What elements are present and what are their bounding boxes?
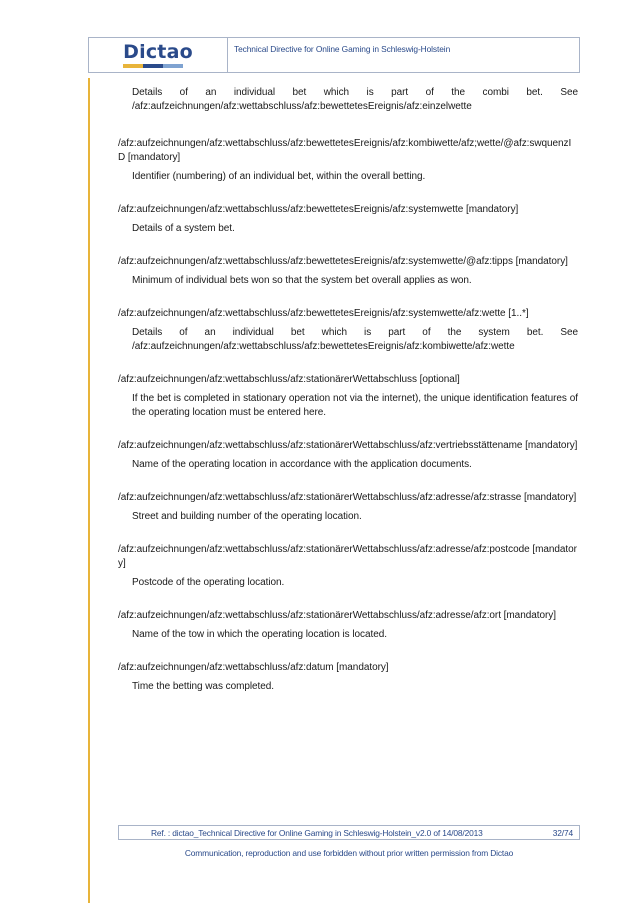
logo-bar-segment (163, 64, 183, 68)
xpath-label: /afz:aufzeichnungen/afz:wettabschluss/afz:stationärerWettabschluss [optional] (118, 374, 460, 385)
logo-bar-segment (143, 64, 163, 68)
margin-rule (88, 78, 90, 903)
logo-bar-segment (123, 64, 143, 68)
logo-text: Dictao (123, 40, 193, 63)
xpath-label: /afz:aufzeichnungen/afz:wettabschluss/afz:stationärerWettabschluss/afz:adresse/afz:postcode [mandatory] (118, 544, 577, 569)
document-body (118, 86, 578, 713)
xpath-label: /afz:aufzeichnungen/afz:wettabschluss/afz:bewettetesEreignis/afz:systemwette/@afz:tipps [mandatory] (118, 256, 568, 267)
definition-entry (118, 255, 578, 288)
definition-entry (118, 491, 578, 524)
entry-description: Street and building number of the operating location. (132, 511, 362, 522)
footer-copyright-note: Communication, reproduction and use forbidden without prior written permission from Dictao (184, 848, 514, 858)
entry-description: Postcode of the operating location. (132, 577, 285, 588)
xpath-label: /afz:aufzeichnungen/afz:wettabschluss/afz:bewettetesEreignis/afz:kombiwette/afz;wette/@afz:swquenzID [mandatory] (118, 138, 572, 163)
xpath-label: /afz:aufzeichnungen/afz:wettabschluss/afz:stationärerWettabschluss/afz:adresse/afz:ort [mandatory] (118, 610, 556, 621)
header-title: Technical Directive for Online Gaming in Schleswig-Holstein (234, 44, 451, 54)
definition-entry (118, 373, 578, 420)
entry-list (118, 137, 578, 694)
xpath-label: /afz:aufzeichnungen/afz:wettabschluss/afz:stationärerWettabschluss/afz:vertriebsstättename [mandatory] (118, 440, 578, 451)
logo-color-bar (123, 64, 183, 68)
footer-reference: Ref. : dictao_Technical Directive for Online Gaming in Schleswig-Holstein_v2.0 of 14/08/2013 (151, 827, 483, 838)
xpath-label: /afz:aufzeichnungen/afz:wettabschluss/afz:bewettetesEreignis/afz:systemwette/afz:wette [1..*] (118, 308, 529, 319)
definition-entry (118, 203, 578, 236)
logo-cell (89, 38, 228, 72)
entry-description: Minimum of individual bets won so that the system bet overall applies as won. (132, 275, 472, 286)
definition-entry (118, 307, 578, 354)
intro-entry (118, 86, 578, 114)
entry-description: Time the betting was completed. (132, 681, 275, 692)
definition-entry (118, 137, 578, 184)
entry-description: Details of an individual bet which is part of the system bet. See /afz:aufzeichnungen/afz:wettabschluss/afz:bewettetesEreignis/afz:kombiwette/afz:wette (132, 327, 578, 352)
entry-description: Name of the operating location in accordance with the application documents. (132, 459, 472, 470)
definition-entry (118, 661, 578, 694)
entry-description: If the bet is completed in stationary operation not via the internet), the unique identification features of the operating location must be entered here. (132, 393, 578, 418)
xpath-label: /afz:aufzeichnungen/afz:wettabschluss/afz:datum [mandatory] (118, 662, 389, 673)
entry-description: Details of a system bet. (132, 223, 235, 234)
page-header (88, 37, 580, 73)
entry-description: Name of the tow in which the operating location is located. (132, 629, 387, 640)
page-number: 32/74 (552, 827, 573, 838)
definition-entry (118, 543, 578, 590)
xpath-label: /afz:aufzeichnungen/afz:wettabschluss/afz:bewettetesEreignis/afz:systemwette [mandatory] (118, 204, 519, 215)
definition-entry (118, 439, 578, 472)
footer-reference-box (118, 825, 580, 840)
entry-description: Identifier (numbering) of an individual bet, within the overall betting. (132, 171, 426, 182)
entry-description: Details of an individual bet which is part of the combi bet. See /afz:aufzeichnungen/afz:wettabschluss/afz:bewettetesEreignis/afz:einzelwette (132, 87, 578, 112)
dictao-logo (123, 40, 193, 68)
xpath-label: /afz:aufzeichnungen/afz:wettabschluss/afz:stationärerWettabschluss/afz:adresse/afz:strasse [mandatory] (118, 492, 577, 503)
definition-entry (118, 609, 578, 642)
